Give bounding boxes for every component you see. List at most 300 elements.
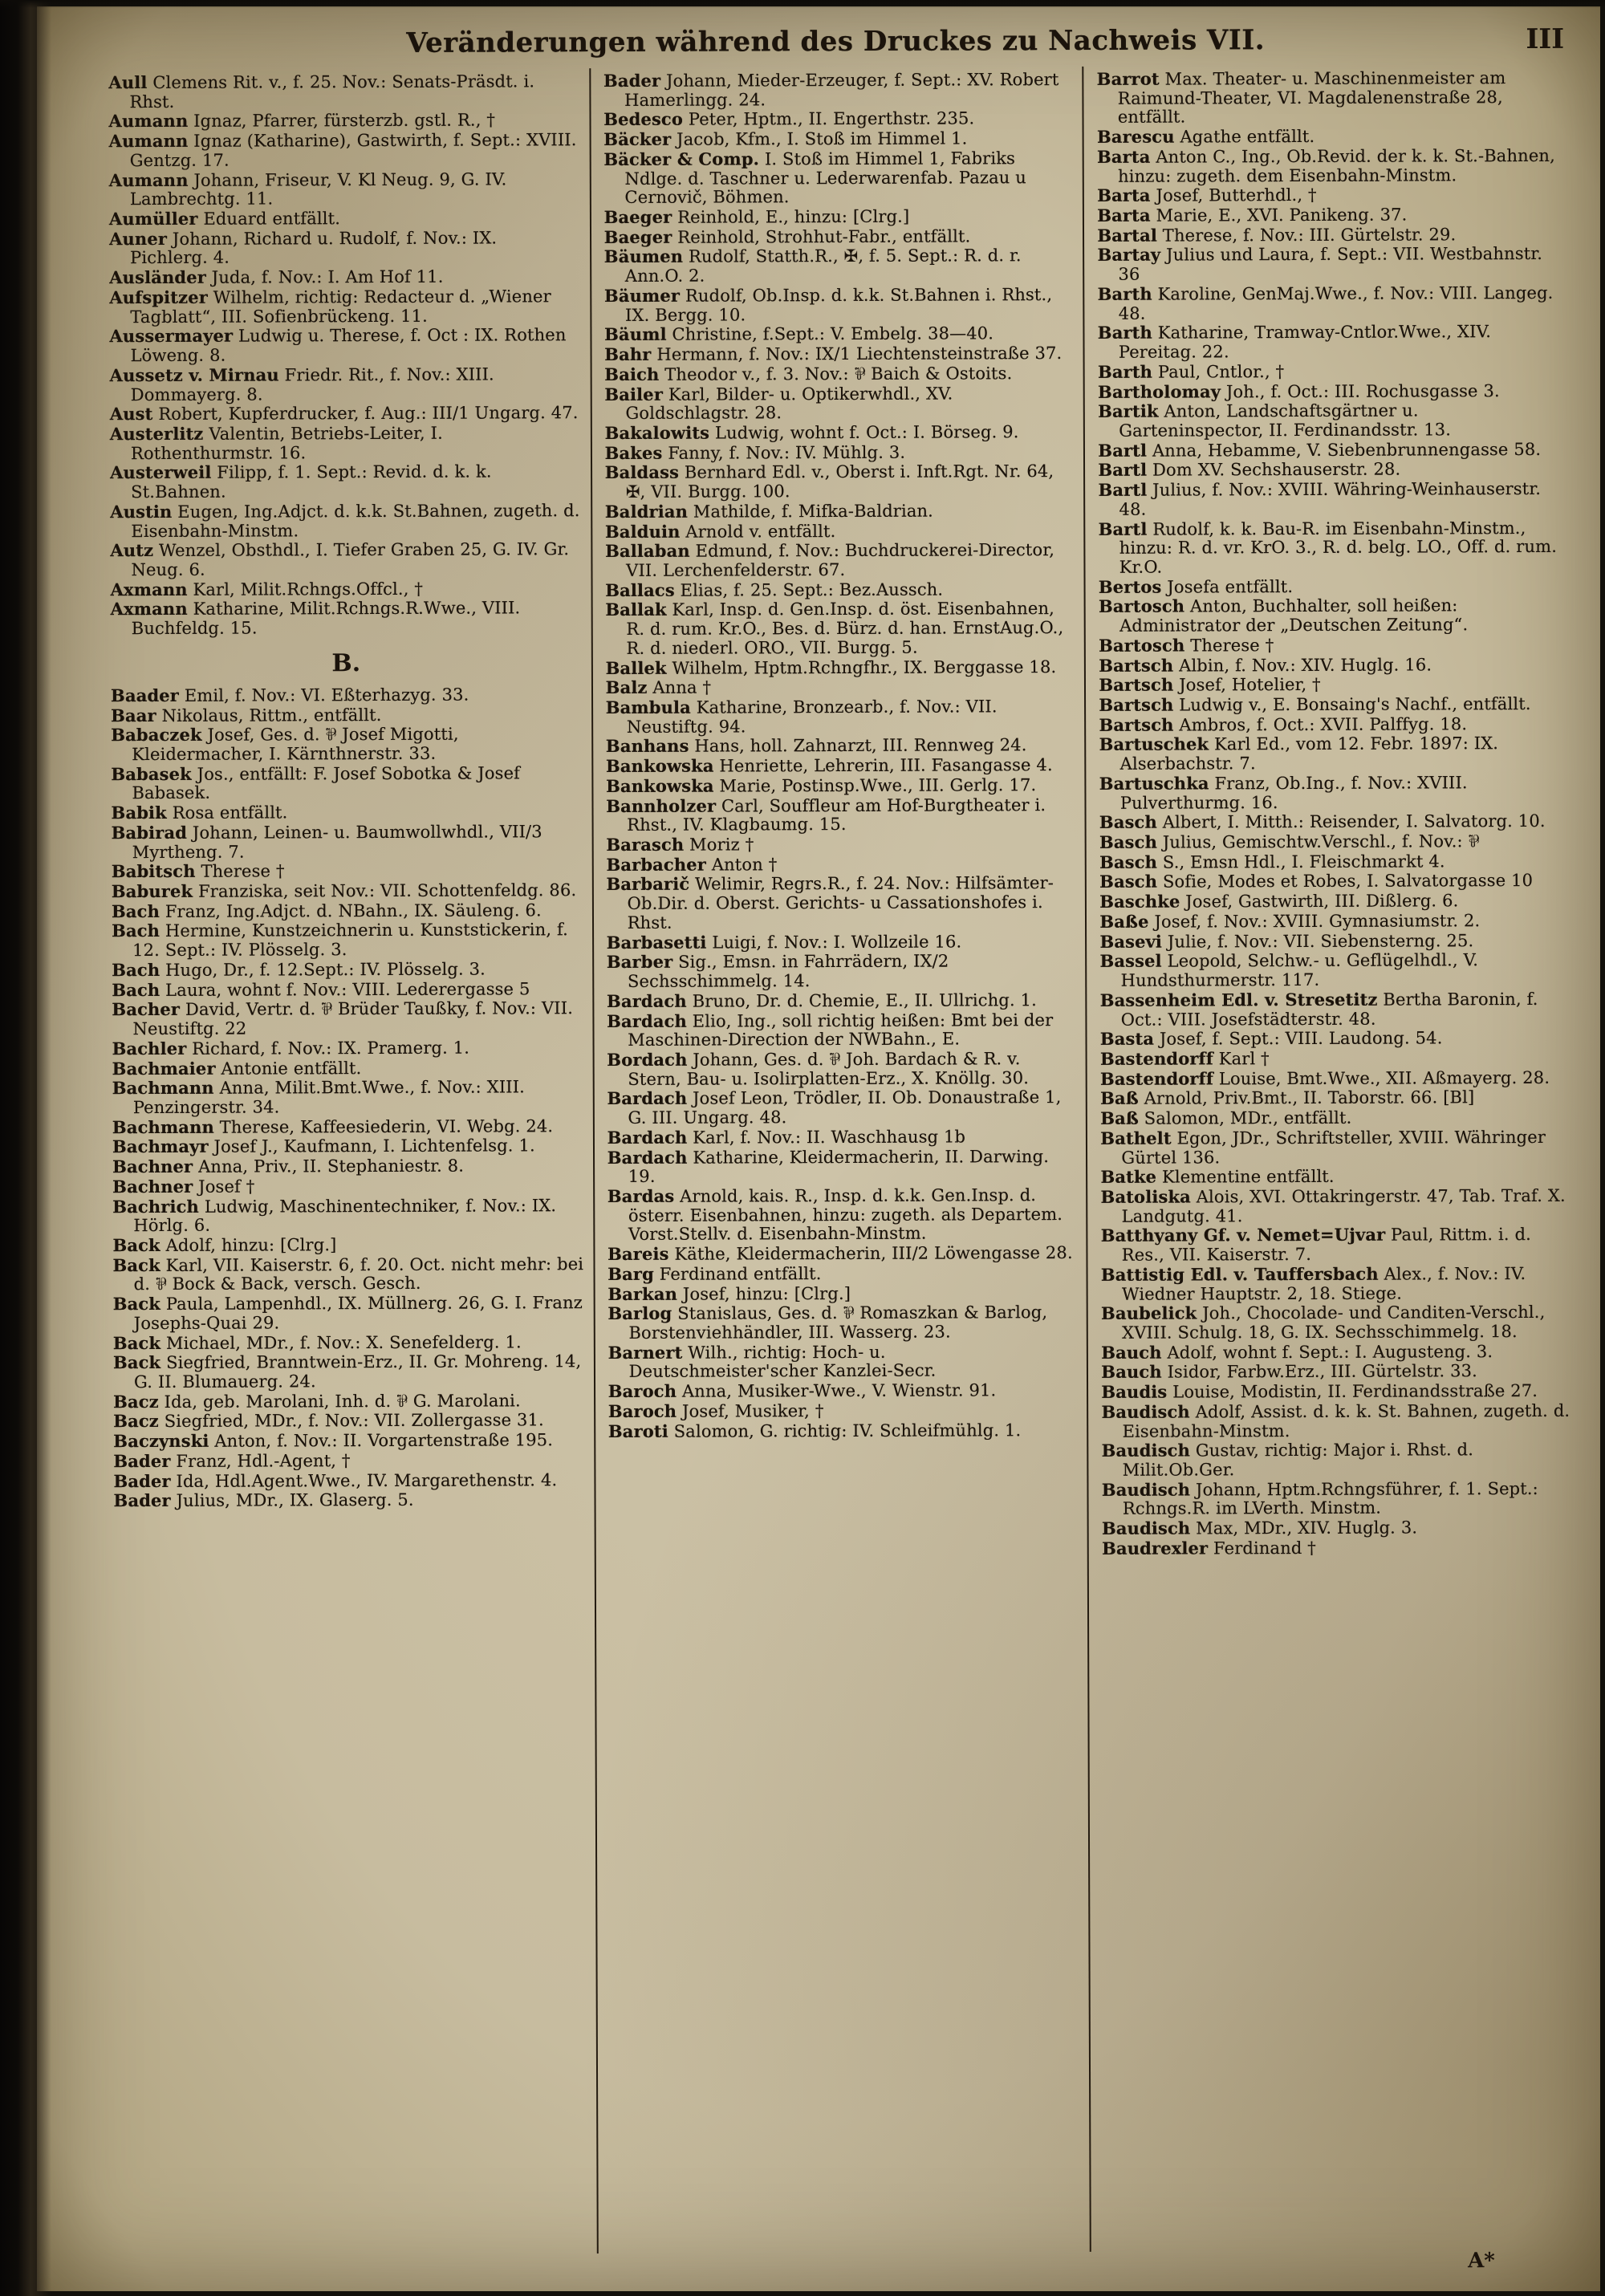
entry-surname: Barasch	[606, 834, 685, 855]
directory-entry	[111, 599, 582, 639]
directory-entry	[603, 148, 1073, 208]
entry-surname: Bacz	[113, 1391, 159, 1412]
directory-entry	[1099, 694, 1568, 716]
entry-details: Ludwig v., E. Bonsaing's Nachf., entfällt.	[1179, 693, 1531, 715]
entry-surname: Baburek	[111, 880, 193, 902]
entry-surname: Aussermayer	[109, 325, 234, 347]
directory-entry	[111, 579, 582, 600]
entry-details: Käthe, Kleidermacherin, III/2 Löwengasse 28.	[674, 1243, 1073, 1264]
directory-entry	[606, 697, 1075, 737]
entry-surname: Bartuschka	[1099, 773, 1209, 794]
entry-details: Josef, Ges. d. ⅌ Josef Migotti, Kleidermacher, I. Kärnthnerstr. 33.	[132, 724, 459, 765]
directory-entry	[1102, 1440, 1571, 1480]
directory-entry	[1100, 1028, 1570, 1050]
entry-surname: Bachmaier	[112, 1058, 216, 1079]
entry-details: Josef, f. Sept.: VIII. Laudong. 54.	[1159, 1028, 1443, 1049]
directory-entry	[1097, 244, 1566, 284]
directory-entry	[606, 795, 1075, 835]
entry-surname: Baroti	[607, 1420, 668, 1441]
directory-entry	[112, 822, 583, 862]
directory-entry	[607, 1302, 1077, 1343]
directory-entry	[109, 208, 580, 230]
entry-surname: Batke	[1100, 1166, 1157, 1188]
directory-entry	[110, 364, 581, 404]
entry-surname: Bastendorff	[1099, 1068, 1214, 1089]
directory-entry	[1097, 185, 1566, 206]
entry-details: Bertha Baronin, f. Oct.: VIII. Josefstädterstr. 48.	[1120, 989, 1538, 1030]
directory-entry	[109, 325, 580, 365]
directory-entry	[1100, 1186, 1570, 1226]
directory-entry	[1101, 1264, 1570, 1304]
entry-surname: Bachmayr	[112, 1136, 209, 1157]
entry-details: Wilhelm, richtig: Redacteur d. „Wiener Tagblatt“, III. Sofienbrückeng. 11.	[130, 286, 551, 327]
directory-entry	[112, 1196, 583, 1236]
entry-surname: Basta	[1099, 1028, 1155, 1050]
directory-entry	[113, 1450, 584, 1472]
entry-surname: Aumann	[108, 111, 189, 132]
entry-details: Christine, f.Sept.: V. Embelg. 38—40.	[672, 323, 994, 345]
entry-surname: Baeger	[603, 226, 672, 247]
entry-details: Josef Leon, Trödler, II. Ob. Donaustraße 1, G. III. Ungarg. 48.	[628, 1087, 1062, 1128]
entry-details: Leopold, Selchw.- u. Geflügelhdl., V. Hundsthurmerstr. 117.	[1120, 950, 1479, 990]
entry-surname: Basch	[1099, 851, 1158, 872]
entry-details: Klementine entfällt.	[1161, 1167, 1335, 1187]
entry-surname: Baczynski	[113, 1430, 209, 1452]
entry-details: Alois, XVI. Ottakringerstr. 47, Tab. Traf. X. Landgutg. 41.	[1121, 1185, 1566, 1226]
entry-surname: Bachrich	[112, 1196, 200, 1217]
entry-details: Adolf, Assist. d. k. k. St. Bahnen, zugeth. d. Eisenbahn-Minstm.	[1122, 1400, 1570, 1441]
column-right	[1083, 65, 1583, 2252]
entry-surname: Bartholomay	[1097, 380, 1221, 402]
directory-entry	[111, 724, 582, 764]
entry-surname: Barg	[607, 1263, 654, 1284]
entry-surname: Bartay	[1097, 245, 1161, 266]
directory-entry	[112, 880, 583, 902]
entry-surname: Bachmann	[112, 1077, 214, 1099]
entry-details: Salomon, MDr., entfällt.	[1144, 1107, 1352, 1128]
entry-details: Hans, holl. Zahnarzt, III. Rennweg 24.	[694, 735, 1027, 757]
entry-surname: Bahr	[604, 343, 652, 365]
entry-surname: Bartosch	[1099, 635, 1185, 656]
entry-details: Mathilde, f. Mifka-Baldrian.	[693, 501, 934, 522]
entry-details: Johann, Leinen- u. Baumwollwhdl., VII/3 Myrtheng. 7.	[132, 822, 542, 862]
directory-entry	[604, 343, 1074, 365]
entry-surname: Barkan	[607, 1283, 678, 1304]
entry-details: Hugo, Dr., f. 12.Sept.: IV. Plösselg. 3.	[165, 959, 486, 980]
entry-surname: Aust	[109, 404, 153, 425]
directory-entry	[606, 873, 1075, 933]
entry-details: Elio, Ing., soll richtig heißen: Bmt bei der Maschinen-Direction der NWBahn., E.	[628, 1010, 1054, 1050]
entry-details: Karl, VII. Kaiserstr. 6, f. 20. Oct. nicht mehr: bei d. ⅌ Bock & Back, versch. Gesch.	[133, 1254, 584, 1294]
entry-details: Marie, E., XVI. Panikeng. 37.	[1156, 205, 1408, 226]
entry-surname: Barescu	[1096, 126, 1175, 148]
entry-surname: Bäcker	[603, 128, 672, 150]
entry-surname: Bathelt	[1100, 1128, 1172, 1148]
entry-surname: Ballaban	[605, 540, 690, 562]
entry-details: S., Emsn Hdl., I. Fleischmarkt 4.	[1162, 851, 1445, 872]
entry-surname: Bach	[112, 979, 160, 1000]
entry-details: Ignaz, Pfarrer, fürsterzb. gstl. R., †	[193, 110, 496, 132]
directory-entry	[606, 657, 1075, 679]
entry-surname: Baschke	[1099, 891, 1180, 912]
directory-entry	[1102, 1538, 1571, 1559]
entry-surname: Bardas	[607, 1185, 675, 1206]
directory-entry	[1097, 68, 1566, 128]
entry-details: Franz, Ob.Ing., f. Nov.: XVIII. Pulverthurmg. 16.	[1119, 773, 1468, 813]
directory-entry	[604, 226, 1074, 248]
entry-surname: Bach	[112, 920, 160, 941]
entry-details: Anna, Hebamme, V. Siebenbrunnengasse 58.	[1152, 439, 1542, 461]
entry-details: Anna, Priv., II. Stephaniestr. 8.	[198, 1156, 465, 1176]
directory-entry	[1101, 1302, 1570, 1343]
book-gutter-edge	[0, 0, 51, 2296]
entry-surname: Bäuml	[604, 324, 667, 345]
entry-surname: Baldass	[604, 462, 680, 483]
directory-entry	[112, 1116, 583, 1138]
entry-surname: Bach	[111, 900, 160, 921]
entry-surname: Bacz	[113, 1411, 159, 1432]
entry-details: Michael, MDr., f. Nov.: X. Senefelderg. 1.	[165, 1331, 522, 1353]
directory-entry	[1099, 595, 1568, 636]
entry-details: Adolf, hinzu: [Clrg.]	[165, 1235, 337, 1255]
directory-columns	[95, 65, 1583, 2255]
entry-details: Josef, Butterhdl., †	[1156, 185, 1317, 205]
entry-surname: Babitsch	[111, 861, 196, 882]
entry-surname: Banhans	[605, 736, 689, 757]
entry-details: Johann, Friseur, V. Kl Neug. 9, G. IV. Lambrechtg. 11.	[129, 169, 507, 209]
directory-entry	[607, 1185, 1077, 1245]
directory-entry	[607, 1087, 1076, 1128]
entry-surname: Baeger	[603, 206, 672, 228]
directory-entry	[604, 364, 1074, 385]
entry-surname: Barta	[1096, 146, 1151, 167]
entry-details: Eduard entfällt.	[203, 209, 341, 229]
directory-entry	[1099, 811, 1569, 833]
entry-surname: Austerlitz	[109, 423, 204, 445]
entry-surname: Baß	[1100, 1088, 1139, 1109]
directory-entry	[1100, 1087, 1570, 1109]
entry-details: Elias, f. 25. Sept.: Bez.Aussch.	[680, 579, 944, 600]
entry-details: David, Vertr. d. ⅌ Brüder Taußky, f. Nov.: VII. Neustiftg. 22	[132, 998, 574, 1039]
directory-entry	[606, 677, 1075, 698]
directory-entry	[109, 228, 580, 268]
directory-entry	[112, 860, 583, 882]
entry-details: Agathe entfällt.	[1180, 127, 1315, 147]
entry-details: Salomon, G. richtig: IV. Schleifmühlg. 1.	[673, 1420, 1022, 1441]
directory-entry	[607, 1147, 1077, 1187]
directory-entry	[1099, 635, 1568, 656]
entry-details: Franz, Ing.Adjct. d. NBahn., IX. Säuleng. 6.	[165, 900, 542, 921]
entry-details: Friedr. Rit., f. Nov.: XIII. Dommayerg. 8.	[130, 364, 494, 404]
entry-details: Katharine, Bronzearb., f. Nov.: VII. Neustiftg. 94.	[626, 697, 998, 737]
entry-details: Karl †	[1218, 1049, 1270, 1069]
directory-entry	[1099, 518, 1568, 577]
entry-details: Anton, Landschaftsgärtner u. Garteninspector, II. Ferdinandsstr. 13.	[1119, 400, 1452, 441]
directory-entry	[112, 1156, 583, 1177]
entry-surname: Bachler	[112, 1038, 187, 1059]
entry-surname: Bacher	[112, 999, 181, 1020]
entry-details: Eugen, Ing.Adjct. d. k.k. St.Bahnen, zugeth. d. Eisenbahn-Minstm.	[131, 500, 580, 541]
entry-surname: Bartsch	[1099, 714, 1174, 735]
entry-details: Alex., f. Nov.: IV. Wiedner Hauptstr. 2, 18. Stiege.	[1121, 1263, 1526, 1304]
entry-details: Peter, Hptm., II. Engerthstr. 235.	[688, 108, 975, 130]
entry-details: Richard, f. Nov.: IX. Pramerg. 1.	[192, 1038, 470, 1059]
directory-entry	[608, 1420, 1078, 1442]
entry-surname: Baudrexler	[1102, 1538, 1209, 1558]
directory-entry	[605, 579, 1075, 601]
entry-surname: Bartl	[1098, 440, 1148, 461]
entry-surname: Aumann	[108, 130, 189, 152]
entry-surname: Bartosch	[1098, 595, 1185, 617]
directory-entry	[1099, 851, 1569, 873]
directory-entry	[113, 1489, 584, 1511]
entry-details: Johann, Ges. d. ⅌ Joh. Bardach & R. v. Stern, Bau- u. Isolirplatten-Erz., X. Knöllg. 30.	[628, 1049, 1030, 1089]
page-content	[95, 15, 1583, 2282]
directory-entry	[112, 1254, 583, 1294]
entry-surname: Baroch	[607, 1400, 677, 1421]
entry-details: Anton C., Ing., Ob.Revid. der k. k. St.-Bahnen, hinzu: zugeth. dem Eisenbahn-Minstm.	[1118, 145, 1555, 186]
entry-surname: Barta	[1097, 205, 1151, 226]
entry-details: Ignaz (Katharine), Gastwirth, f. Sept.: XVIII. Gentzg. 17.	[129, 130, 577, 170]
directory-entry	[111, 705, 582, 726]
entry-details: Laura, wohnt f. Nov.: VIII. Lederergasse 5	[165, 978, 530, 1000]
entry-details: Julius, MDr., IX. Glaserg. 5.	[176, 1490, 414, 1511]
entry-details: Rosa entfällt.	[172, 803, 288, 823]
entry-surname: Bartsch	[1099, 694, 1174, 715]
directory-entry	[108, 111, 579, 132]
entry-details: Siegfried, Branntwein-Erz., II. Gr. Mohreng. 14, G. II. Blumauerg. 24.	[133, 1351, 582, 1392]
directory-entry	[110, 403, 581, 425]
directory-entry	[603, 108, 1073, 130]
directory-entry	[605, 501, 1075, 522]
entry-details: Anna, Musiker-Wwe., V. Wienstr. 91.	[681, 1380, 997, 1401]
entry-details: Karoline, GenMaj.Wwe., f. Nov.: VIII. Langeg. 48.	[1118, 282, 1554, 323]
entry-surname: Battistig Edl. v. Tauffersbach	[1100, 1263, 1379, 1285]
entry-details: Josef, Hotelier, †	[1179, 675, 1321, 695]
entry-surname: Bäumer	[603, 285, 681, 306]
entry-details: Arnold v. entfällt.	[685, 521, 836, 542]
entry-details: Louise, Modistin, II. Ferdinandsstraße 27.	[1172, 1381, 1538, 1402]
entry-surname: Basch	[1099, 811, 1157, 833]
directory-entry	[113, 1332, 584, 1354]
entry-surname: Baß	[1100, 1107, 1139, 1128]
entry-details: Anna †	[652, 677, 712, 698]
directory-entry	[113, 1293, 584, 1333]
entry-details: Bernhard Edl. v., Oberst i. Inft.Rgt. Nr. 64, ✠, VII. Burgg. 100.	[625, 461, 1054, 502]
entry-details: Rudolf, Ob.Insp. d. k.k. St.Bahnen i. Rhst., IX. Bergg. 10.	[624, 284, 1053, 325]
directory-entry	[1097, 146, 1566, 186]
entry-surname: Bartl	[1098, 460, 1148, 481]
entry-details: Rudolf, k. k. Bau-R. im Eisenbahn-Minstm., hinzu: R. d. vr. KrO. 3., R. d. belg. LO., Off. d. rum. Kr.O.	[1119, 518, 1558, 577]
directory-entry	[113, 1430, 584, 1452]
directory-entry	[1098, 439, 1567, 461]
directory-entry	[1098, 361, 1567, 383]
directory-entry	[110, 501, 581, 541]
entry-surname: Bankowska	[605, 755, 714, 777]
entry-details: Edmund, f. Nov.: Buchdruckerei-Director, VII. Lerchenfelderstr. 67.	[626, 540, 1055, 580]
directory-entry	[113, 1351, 584, 1392]
entry-surname: Aull	[108, 72, 148, 93]
entry-details: Therese, Kaffeesiederin, VI. Webg. 24.	[219, 1115, 554, 1137]
entry-details: Robert, Kupferdrucker, f. Aug.: III/1 Ungarg. 47.	[158, 403, 579, 425]
entry-details: Franziska, seit Nov.: VII. Schottenfeldg. 86.	[198, 880, 577, 901]
entry-details: Josef J., Kaufmann, I. Lichtenfelsg. 1.	[213, 1136, 535, 1157]
entry-details: Isidor, Farbw.Erz., III. Gürtelstr. 33.	[1167, 1361, 1478, 1383]
directory-entry	[606, 775, 1075, 797]
entry-details: Joh., f. Oct.: III. Rochusgasse 3.	[1225, 380, 1500, 401]
directory-entry	[1099, 654, 1568, 676]
directory-entry	[1097, 225, 1566, 246]
entry-surname: Bartsch	[1099, 674, 1174, 696]
entry-surname: Back	[112, 1332, 161, 1353]
directory-entry	[1100, 1048, 1570, 1070]
entry-surname: Baudis	[1101, 1381, 1168, 1403]
entry-details: Julie, f. Nov.: VII. Siebensterng. 25.	[1167, 930, 1474, 952]
entry-details: Fanny, f. Nov.: IV. Mühlg. 3.	[668, 442, 906, 463]
entry-surname: Axmann	[110, 579, 188, 599]
entry-details: Franz, Hdl.-Agent, †	[176, 1451, 351, 1471]
entry-details: Ludwig u. Therese, f. Oct : IX. Rothen Löweng. 8.	[130, 325, 567, 366]
scan-top-edge	[0, 0, 1605, 8]
entry-details: Karl, Insp. d. Gen.Insp. d. öst. Eisenbahnen, R. d. rum. Kr.O., Bes. d. Bürz. d. han. ErnstAug.O., R. d. niederl. ORO., VII. Burgg. 5.	[626, 599, 1064, 658]
entry-surname: Bardach	[607, 1088, 688, 1109]
entry-surname: Barber	[606, 952, 673, 973]
directory-entry	[1097, 205, 1566, 226]
directory-entry	[111, 802, 582, 823]
page-number: III	[1526, 22, 1565, 56]
entry-details: Albert, I. Mitth.: Reisender, I. Salvatorg. 10.	[1162, 811, 1546, 832]
entry-surname: Bardach	[607, 1147, 688, 1168]
directory-entry	[112, 1176, 583, 1197]
entry-details: Ludwig, wohnt f. Oct.: I. Börseg. 9.	[714, 422, 1019, 443]
entry-details: Nikolaus, Rittm., entfällt.	[161, 705, 382, 725]
entry-details: Carl, Souffleur am Hof-Burgtheater i. Rhst., IV. Klagbaumg. 15.	[627, 794, 1046, 835]
directory-entry	[1099, 714, 1568, 736]
directory-entry	[110, 461, 581, 502]
entry-surname: Bader	[113, 1490, 171, 1511]
entry-surname: Bedesco	[603, 109, 684, 130]
entry-details: Clemens Rit. v., f. 25. Nov.: Senats-Präsdt. i. Rhst.	[129, 71, 535, 112]
entry-details: Josefa entfällt.	[1167, 576, 1294, 597]
entry-details: Ferdinand entfällt.	[659, 1263, 822, 1284]
directory-entry	[606, 834, 1075, 855]
entry-surname: Bartsch	[1099, 655, 1174, 676]
directory-entry	[1099, 950, 1569, 990]
directory-entry	[604, 206, 1074, 228]
entry-surname: Barth	[1097, 361, 1153, 382]
directory-entry	[604, 246, 1074, 286]
entry-details: Johann, Hptm.Rchngsführer, f. 1. Sept.: Rchngs.R. im LVerth. Minstm.	[1122, 1478, 1538, 1519]
entry-details: Sig., Emsn. in Fahrrädern, IX/2 Sechsschimmelg. 14.	[627, 951, 949, 991]
entry-details: Reinhold, Strohhut-Fabr., entfällt.	[677, 226, 971, 247]
entry-details: Karl, Milit.Rchngs.Offcl., †	[193, 579, 424, 599]
directory-entry	[607, 1127, 1077, 1148]
directory-entry	[108, 71, 579, 112]
directory-entry	[604, 323, 1074, 345]
entry-details: Marie, Postinsp.Wwe., III. Gerlg. 17.	[719, 775, 1037, 796]
entry-details: Arnold, kais. R., Insp. d. k.k. Gen.Insp. d. österr. Eisenbahnen, hinzu: zugeth. als Departem. Vorst.Stellv. d. Eisenbahn-Minstm.	[628, 1185, 1063, 1245]
entry-surname: Baich	[604, 364, 660, 384]
directory-entry	[109, 266, 580, 288]
entry-details: Reinhold, E., hinzu: [Clrg.]	[677, 206, 910, 227]
directory-entry	[608, 1400, 1078, 1422]
entry-surname: Bastendorff	[1099, 1048, 1213, 1069]
entry-surname: Bailer	[604, 384, 664, 404]
entry-surname: Bader	[603, 70, 661, 91]
entry-surname: Basch	[1099, 831, 1158, 852]
entry-surname: Barbasetti	[606, 932, 707, 953]
entry-surname: Aufspitzer	[109, 286, 208, 308]
directory-entry	[607, 1283, 1077, 1305]
entry-surname: Bauch	[1101, 1342, 1162, 1363]
entry-details: Ida, Hdl.Agent.Wwe., IV. Margarethenstr. 4.	[176, 1469, 558, 1491]
directory-entry	[603, 128, 1073, 150]
entry-surname: Babasek	[111, 763, 192, 784]
entry-surname: Bareis	[607, 1243, 669, 1265]
directory-entry	[1099, 831, 1569, 853]
entry-surname: Batthyany Gf. v. Nemet=Ujvar	[1100, 1225, 1386, 1246]
directory-entry	[113, 1391, 584, 1412]
directory-entry	[1099, 734, 1569, 774]
entry-surname: Austerweil	[110, 462, 212, 483]
directory-entry	[1099, 930, 1569, 952]
directory-entry	[605, 442, 1075, 464]
directory-entry	[1099, 871, 1569, 892]
directory-entry	[112, 900, 583, 922]
entry-surname: Balz	[605, 677, 648, 698]
entry-surname: Barth	[1097, 283, 1152, 304]
directory-entry	[113, 1470, 584, 1492]
directory-entry	[112, 920, 583, 961]
entry-surname: Austin	[110, 501, 173, 522]
entry-details: Moriz †	[689, 835, 754, 855]
entry-details: Johann, Richard u. Rudolf, f. Nov.: IX. Pichlerg. 4.	[130, 228, 498, 268]
entry-details: Anton, Buchhalter, soll heißen: Administrator der „Deutschen Zeitung“.	[1119, 595, 1469, 636]
directory-entry	[607, 990, 1076, 1012]
directory-entry	[112, 1038, 583, 1059]
directory-entry	[1102, 1518, 1571, 1539]
entry-surname: Aumann	[108, 169, 189, 190]
entry-surname: Barnert	[607, 1342, 683, 1363]
entry-surname: Bachner	[112, 1156, 193, 1177]
entry-details: Sofie, Modes et Robes, I. Salvatorgasse 10	[1162, 871, 1534, 892]
entry-surname: Bartl	[1098, 479, 1148, 500]
entry-details: Julius und Laura, f. Sept.: VII. Westbahnstr. 36	[1118, 244, 1543, 284]
directory-entry	[605, 422, 1075, 444]
directory-entry	[112, 1136, 583, 1157]
column-left	[95, 68, 596, 2255]
entry-details: Egon, JDr., Schriftsteller, XVIII. Währinger Gürtel 136.	[1121, 1127, 1546, 1168]
directory-entry	[1098, 479, 1567, 519]
entry-surname: Bachner	[112, 1176, 193, 1197]
directory-entry	[111, 685, 582, 706]
entry-surname: Bakes	[604, 442, 663, 463]
directory-entry	[1099, 773, 1569, 813]
entry-surname: Aussetz v. Mirnau	[109, 364, 279, 385]
directory-entry	[604, 285, 1074, 325]
entry-surname: Autz	[110, 540, 154, 561]
entry-details: Bruno, Dr. d. Chemie, E., II. Ullrichg. 1.	[692, 990, 1037, 1011]
directory-entry	[607, 1263, 1077, 1285]
entry-surname: Bertos	[1098, 576, 1162, 597]
entry-details: Anna, Milit.Bmt.Wwe., f. Nov.: XIII. Penzingerstr. 34.	[132, 1077, 526, 1118]
entry-details: Max, MDr., XIV. Huglg. 3.	[1196, 1518, 1418, 1538]
entry-surname: Ballacs	[605, 579, 675, 600]
entry-surname: Bader	[113, 1450, 171, 1472]
entry-details: Julius, f. Nov.: XVIII. Währing-Weinhauserstr. 48.	[1119, 479, 1542, 519]
entry-surname: Basevi	[1099, 931, 1163, 952]
entry-surname: Barta	[1097, 185, 1151, 206]
